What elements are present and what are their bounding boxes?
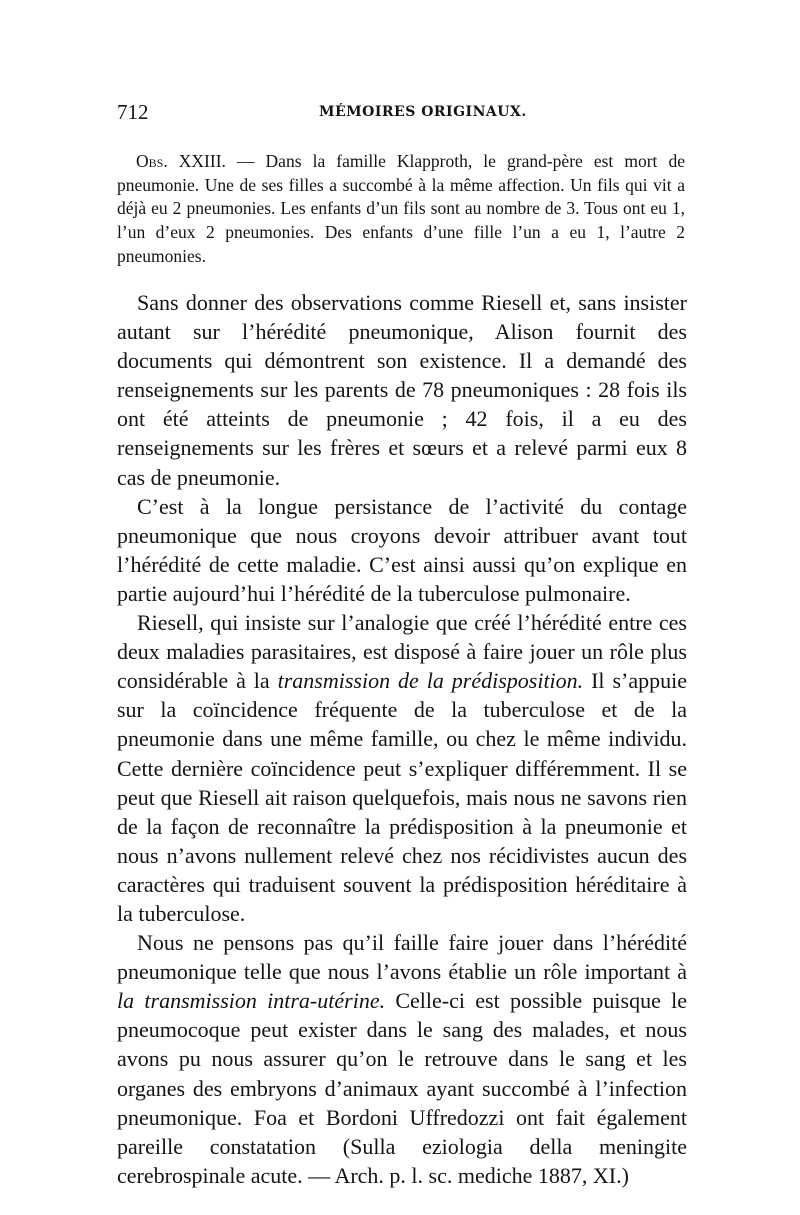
running-header [117,100,687,128]
paragraph-4 [117,928,687,1190]
body-text [117,288,687,1190]
paragraph-3 [117,608,687,928]
observation-label: Obs. XXIII. [136,151,226,171]
paragraph-2: C’est à la longue persistance de l’activité du contage pneumonique que nous croyons devoir attribuer avant tout l’hérédité de cette maladie. C’est ainsi aussi qu’on explique en partie aujourd’hui l’hérédité de la tuberculose pulmonaire. [117,493,687,606]
observation-note [117,150,685,269]
paragraph-4-text-a: Nous ne pensons pas qu’il faille faire jouer dans l’hérédité pneumonique telle que nous l’avons établie un rôle important à [117,930,687,985]
observation-text: — Dans la famille Klapproth, le grand-père est mort de pneumonie. Une de ses filles a succombé à la même affection. Un fils qui vit a déjà eu 2 pneumonies. Les enfants d’un fils sont au nombre de 3. Tous ont eu 1, l’un d’eux 2 pneumonies. Des enfants d’une fille l’un a eu 1, l’autre 2 pneumonies. [117,151,685,266]
paragraph-3-text-b: Il s’appuie sur la coïncidence fréquente de la tuberculose et de la pneumonie dans une même famille, ou chez le même individu. Cette dernière coïncidence peut s’expliquer différemment. Il se peut que Riesell ait raison quelquefois, mais nous ne savons rien de la façon de reconnaître la prédisposition à la pneumonie et nous n’avons nullement relevé chez nos récidivistes aucun des caractères qui traduisent souvent la prédisposition héréditaire à la tuberculose. [117,668,688,926]
paragraph-3-text-a: Riesell, qui insiste sur l’analogie que créé l’hérédité entre ces deux maladies parasitaires, est disposé à faire jouer un rôle plus considérable à la [117,610,687,694]
paragraph-4-emphasis: la transmission intra-utérine. [117,988,386,1014]
paragraph-4-text-b: Celle-ci est possible puisque le pneumocoque peut exister dans le sang des malades, et nous avons pu nous assurer qu’on le retrouve dans le sang et les organes des embryons d’animaux ayant succombé à l’infection pneumonique. Foa et Bordoni Uffredozzi ont fait également pareille constatation (Sulla eziologia della meningite cerebrospinale acute. — Arch. p. l. sc. mediche 1887, XI.) [117,988,687,1188]
paragraph-3-emphasis: transmission de la prédisposition. [277,668,584,694]
paragraph-1: Sans donner des observations comme Riesell et, sans insister autant sur l’hérédité pneumonique, Alison fournit des documents qui démontrent son existence. Il a demandé des renseignements sur les parents de 78 pneumoniques : 28 fois ils ont été atteints de pneumonie ; 42 fois, il a eu des renseignements sur les frères et sœurs et a relevé parmi eux 8 cas de pneumonie. [117,290,687,490]
running-title: MÉMOIRES ORIGINAUX. [319,104,527,120]
page-number: 712 [117,100,149,124]
